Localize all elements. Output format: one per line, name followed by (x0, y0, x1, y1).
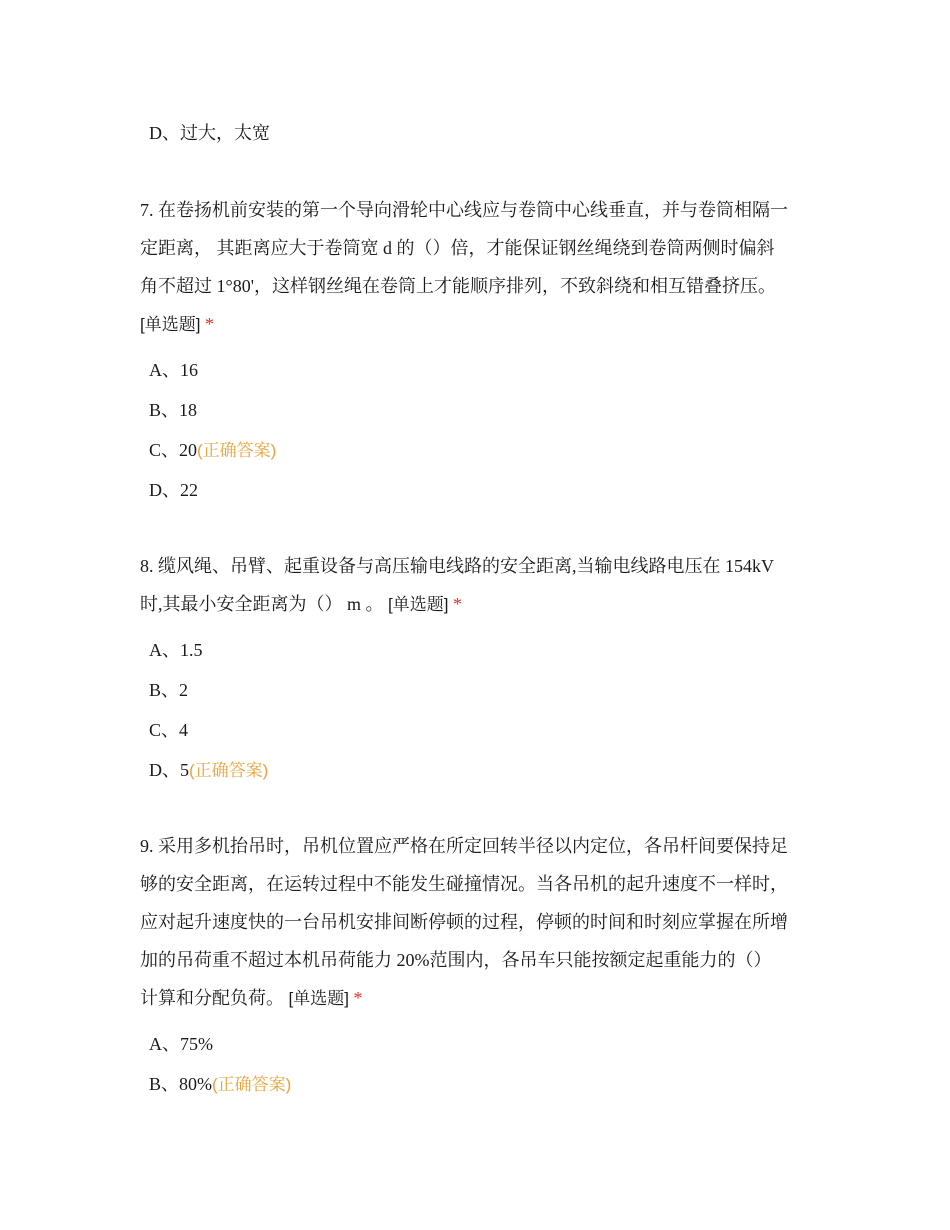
option-label: C、4 (149, 720, 189, 740)
q6-option-d[interactable] (140, 113, 270, 153)
question-type-line (140, 305, 788, 344)
q7-question-text (140, 191, 788, 344)
question-line: 应对起升速度快的一台吊机安排间断停顿的过程，停顿的时间和时刻应掌握在所增 (140, 912, 788, 932)
question-type-tag: [单选题] (288, 989, 349, 1008)
question-type-tag: [单选题] (388, 595, 449, 614)
question-line: 9. 采用多机抬吊时，吊机位置应严格在所定回转半径以内定位，各吊杆间要保持足 (140, 836, 788, 856)
q8-option-b[interactable] (140, 670, 188, 710)
q8-question-text (140, 547, 774, 624)
q7-option-b[interactable] (140, 390, 197, 430)
question-line: 加的吊荷重不超过本机吊荷能力 20%范围内，各吊车只能按额定起重能力的（） (140, 950, 772, 970)
q7-option-a[interactable] (140, 350, 198, 390)
q8-option-c[interactable] (140, 710, 188, 750)
q8-option-a[interactable] (140, 630, 203, 670)
option-label: B、80% (149, 1074, 212, 1094)
question-line (140, 979, 788, 1018)
question-line: 够的安全距离，在运转过程中不能发生碰撞情况。当各吊机的起升速度不一样时， (140, 874, 788, 894)
correct-answer-label: (正确答案) (212, 1075, 292, 1094)
option-label: B、2 (149, 680, 189, 700)
q7-option-d[interactable] (140, 470, 198, 510)
correct-answer-label: (正确答案) (189, 761, 269, 780)
option-label: C、20 (149, 440, 198, 460)
option-label: B、18 (149, 400, 198, 420)
q7-option-c[interactable] (140, 430, 276, 470)
option-label: A、16 (149, 360, 198, 380)
q8-option-d[interactable] (140, 750, 268, 790)
option-label: A、1.5 (149, 640, 203, 660)
q9-option-a[interactable] (140, 1024, 213, 1064)
question-line: 8. 缆风绳、吊臂、起重设备与高压输电线路的安全距离,当输电线路电压在 154kV (140, 556, 774, 576)
q9-question-text (140, 827, 788, 1018)
question-type-tag: [单选题] (140, 315, 201, 334)
required-mark: * (353, 988, 363, 1008)
option-label: D、22 (149, 480, 198, 500)
question-line: 角不超过 1°80'，这样钢丝绳在卷筒上才能顺序排列，不致斜绕和相互错叠挤压。 (140, 276, 776, 296)
option-label: A、75% (149, 1034, 213, 1054)
q9-option-b[interactable] (140, 1064, 291, 1104)
question-line: 定距离， 其距离应大于卷筒宽 d 的（）倍，才能保证钢丝绳绕到卷筒两侧时偏斜 (140, 238, 775, 258)
question-line-text: 计算和分配负荷。 (140, 988, 284, 1008)
question-line: 7. 在卷扬机前安装的第一个导向滑轮中心线应与卷筒中心线垂直，并与卷筒相隔一 (140, 200, 788, 220)
question-line (140, 585, 774, 624)
correct-answer-label: (正确答案) (197, 441, 277, 460)
required-mark: * (452, 594, 462, 614)
option-label: D、5 (149, 760, 189, 780)
required-mark: * (204, 314, 214, 334)
question-line-text: 时,其最小安全距离为（） m 。 (140, 594, 384, 614)
option-label: D、过大，太宽 (149, 123, 270, 143)
